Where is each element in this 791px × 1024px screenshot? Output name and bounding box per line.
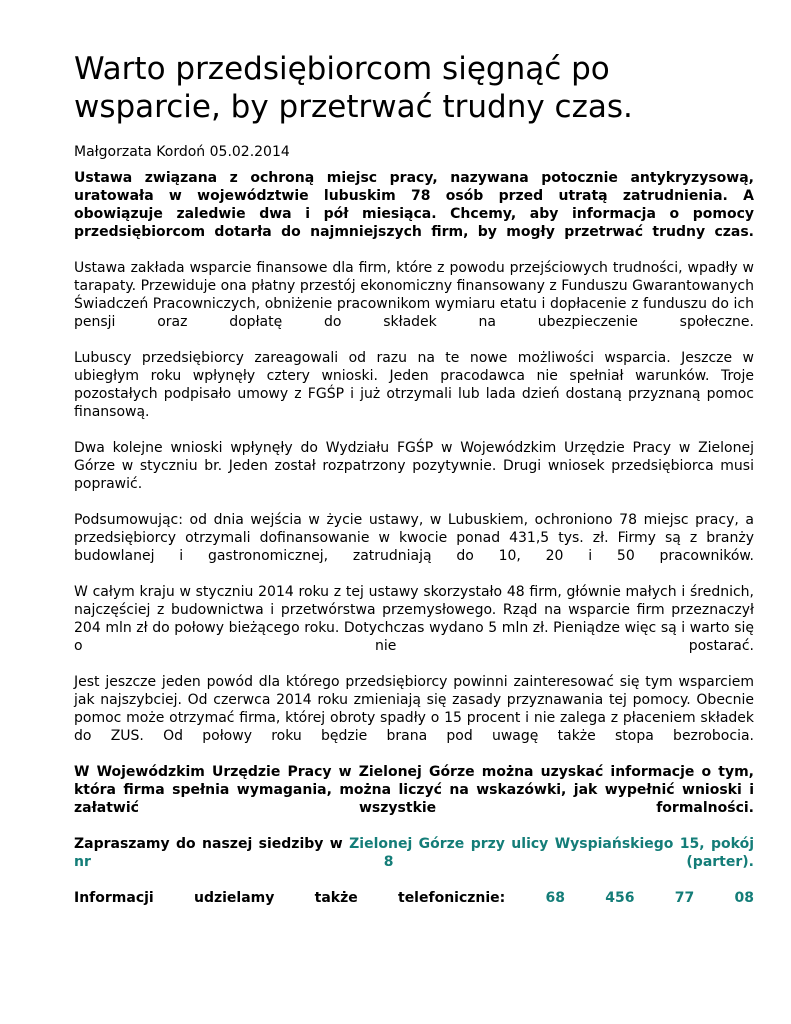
paragraph-4: Podsumowując: od dnia wejścia w życie ustawy, w Lubuskiem, ochroniono 78 miejsc pracy, a przedsiębiorcy otrzymali dofinansowanie w kwocie ponad 431,5 tys. zł. Firmy są z branży budowlanej i gastronomicznej, zatrudniają do 10, 20 i 50 pracowników.: [74, 512, 754, 564]
info-paragraph: W Wojewódzkim Urzędzie Pracy w Zielonej Górze można uzyskać informacje o tym, która firma spełnia wymagania, można liczyć na wskazówki, jak wypełnić wnioski i załatwić wszystkie formalności.: [74, 764, 754, 816]
article-body: [74, 169, 754, 925]
phone-label: Informacji udzielamy także telefonicznie:: [74, 890, 506, 906]
paragraph-1: Ustawa zakłada wsparcie finansowe dla firm, które z powodu przejściowych trudności, wpadły w tarapaty. Przewiduje ona płatny przestój ekonomiczny finansowany z Funduszu Gwarantowanych Świadczeń Pracowniczych, obniżenie pracownikom wymiaru etatu i dopłacenie z funduszu do ich pensji oraz dopłatę do składek na ubezpieczenie społeczne.: [74, 260, 754, 330]
address-link[interactable]: Zielonej Górze przy ulicy Wyspiańskiego 15, pokój nr 8 (parter).: [74, 836, 754, 870]
phone-number-link[interactable]: 68 456 77 08: [545, 890, 754, 906]
lead-paragraph: Ustawa związana z ochroną miejsc pracy, nazywana potocznie antykryzysową, uratowała w województwie lubuskim 78 osób przed utratą zatrudnienia. A obowiązuje zaledwie dwa i pół miesiąca. Chcemy, aby informacja o pomocy przedsiębiorcom dotarła do najmniejszych firm, by mogły przetrwać trudny czas.: [74, 170, 754, 240]
invite-paragraph: [74, 835, 754, 871]
phone-paragraph: [74, 889, 754, 907]
invite-text: Zapraszamy do naszej siedziby w: [74, 836, 343, 852]
paragraph-2: Lubuscy przedsiębiorcy zareagowali od razu na te nowe możliwości wsparcia. Jeszcze w ubiegłym roku wpłynęły cztery wnioski. Jeden pracodawca nie spełniał warunków. Troje pozostałych podpisało umowy z FGŚP i już otrzymali lub lada dzień dostaną przyznaną pomoc finansową.: [74, 350, 754, 420]
article-title: Warto przedsiębiorcom sięgnąć po wsparcie, by przetrwać trudny czas.: [74, 51, 633, 125]
paragraph-6: Jest jeszcze jeden powód dla którego przedsiębiorcy powinni zainteresować się tym wsparciem jak najszybciej. Od czerwca 2014 roku zmieniają się zasady przyznawania tej pomocy. Obecnie pomoc może otrzymać firma, której obroty spadły o 15 procent i nie zalega z płaceniem składek do ZUS. Od połowy roku będzie brana pod uwagę także stopa bezrobocia.: [74, 674, 754, 744]
paragraph-3: Dwa kolejne wnioski wpłynęły do Wydziału FGŚP w Wojewódzkim Urzędzie Pracy w Zielonej Górze w styczniu br. Jeden został rozpatrzony pozytywnie. Drugi wniosek przedsiębiorca musi poprawić.: [74, 440, 754, 492]
article-byline: Małgorzata Kordoń 05.02.2014: [74, 144, 290, 160]
paragraph-5: W całym kraju w styczniu 2014 roku z tej ustawy skorzystało 48 firm, głównie małych i średnich, najczęściej z budownictwa i przetwórstwa przemysłowego. Rząd na wsparcie firm przeznaczył 204 mln zł do połowy bieżącego roku. Dotychczas wydano 5 mln zł. Pieniądze więc są i warto się o nie postarać.: [74, 584, 754, 654]
